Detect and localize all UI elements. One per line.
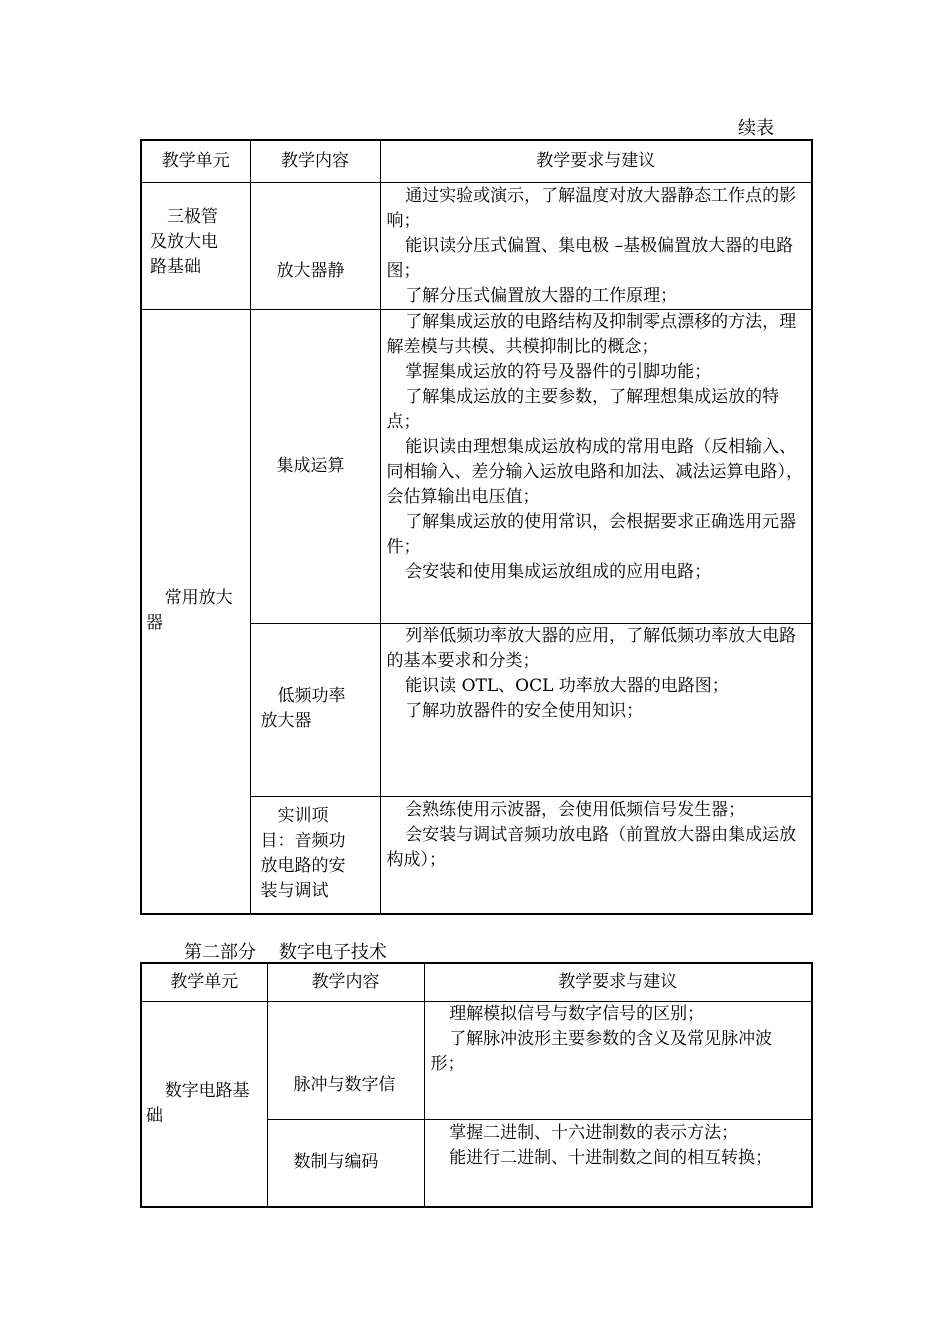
requirements-cell bbox=[380, 182, 812, 309]
table-row bbox=[141, 1001, 812, 1119]
requirement-item: 能进行二进制、十进制数之间的相互转换； bbox=[449, 1147, 773, 1168]
requirement-item: 了解集成运放的使用常识，会根据要求正确选用元器件； bbox=[386, 511, 797, 557]
content-cell: 数制与编码 bbox=[267, 1119, 424, 1207]
unit-cell: 数字电路基础 bbox=[146, 1080, 250, 1126]
header-requirements: 教学要求与建议 bbox=[424, 963, 812, 1001]
table-row bbox=[141, 309, 812, 623]
header-content: 教学内容 bbox=[267, 963, 424, 1001]
requirement-item: 会安装与调试音频功放电路（前置放大器由集成运放构成）； bbox=[386, 824, 797, 870]
unit-cell: 常用放大器 bbox=[146, 588, 233, 634]
teaching-table-part2 bbox=[140, 962, 813, 1208]
unit-cell: 三极管及放大电路基础 bbox=[150, 206, 218, 277]
content-cell: 放大器静 bbox=[250, 182, 380, 309]
header-unit: 教学单元 bbox=[141, 140, 250, 182]
requirement-item: 会熟练使用示波器，会使用低频信号发生器； bbox=[405, 799, 746, 820]
requirement-item: 了解脉冲波形主要参数的含义及常见脉冲波形； bbox=[430, 1028, 773, 1074]
section-title: 第二部分 数字电子技术 bbox=[184, 942, 387, 963]
content-cell: 实训项目：音频功放电路的安装与调试 bbox=[260, 805, 346, 901]
requirement-item: 了解集成运放的主要参数，了解理想集成运放的特点； bbox=[386, 386, 780, 432]
content-cell: 集成运算 bbox=[250, 309, 380, 623]
teaching-table-part1 bbox=[140, 139, 813, 915]
table-header-row bbox=[141, 140, 812, 182]
header-unit: 教学单元 bbox=[141, 963, 267, 1001]
content-cell: 低频功率放大器 bbox=[260, 685, 346, 731]
requirement-item: 理解模拟信号与数字信号的区别； bbox=[449, 1003, 705, 1024]
header-requirements: 教学要求与建议 bbox=[380, 140, 812, 182]
requirement-item: 了解分压式偏置放大器的工作原理； bbox=[405, 285, 678, 306]
requirements-cell bbox=[380, 623, 812, 796]
requirement-item: 列举低频功率放大器的应用，了解低频功率放大电路的基本要求和分类； bbox=[386, 625, 797, 671]
requirements-cell bbox=[380, 309, 812, 623]
header-content: 教学内容 bbox=[250, 140, 380, 182]
requirement-item: 能识读分压式偏置、集电极 –基极偏置放大器的电路图； bbox=[386, 235, 794, 281]
requirements-cell bbox=[424, 1119, 812, 1207]
requirement-item: 掌握二进制、十六进制数的表示方法； bbox=[449, 1122, 739, 1143]
requirement-item: 掌握集成运放的符号及器件的引脚功能； bbox=[405, 361, 712, 382]
requirement-item: 通过实验或演示，了解温度对放大器静态工作点的影响； bbox=[386, 185, 797, 231]
requirements-cell bbox=[380, 796, 812, 914]
continuation-label: 续表 bbox=[738, 118, 774, 139]
table-header-row bbox=[141, 963, 812, 1001]
requirement-item: 能识读由理想集成运放构成的常用电路（反相输入、同相输入、差分输入运放电路和加法、减法运算电路），会估算输出电压值； bbox=[386, 436, 803, 507]
table-row bbox=[141, 182, 812, 309]
requirement-item: 能识读 OTL、OCL 功率放大器的电路图； bbox=[405, 675, 729, 696]
content-cell: 脉冲与数字信 bbox=[267, 1001, 424, 1119]
requirement-item: 会安装和使用集成运放组成的应用电路； bbox=[405, 561, 712, 582]
requirement-item: 了解功放器件的安全使用知识； bbox=[405, 700, 644, 721]
requirement-item: 了解集成运放的电路结构及抑制零点漂移的方法，理解差模与共模、共模抑制比的概念； bbox=[386, 311, 797, 357]
requirements-cell bbox=[424, 1001, 812, 1119]
